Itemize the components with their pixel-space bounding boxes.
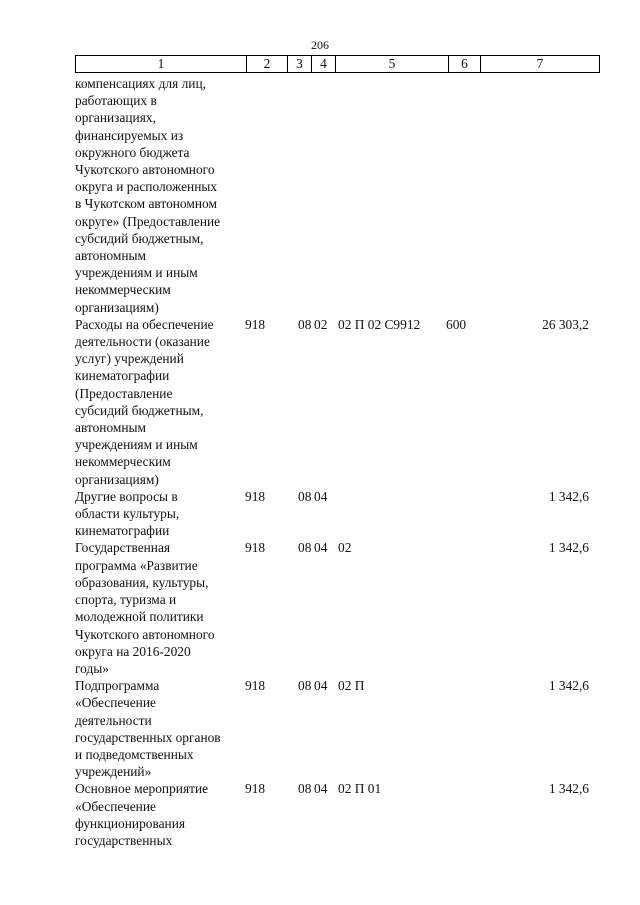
column-header-7: 7 [481, 56, 600, 73]
row-name: Подпрограмма «Обеспечение деятельности государственных органов и подведомственных учреждений» [75, 678, 221, 780]
row-name: Основное мероприятие «Обеспечение функционирования государственных [75, 781, 209, 848]
row-target-article: 02 П [338, 678, 365, 694]
row-expense-type [446, 780, 477, 849]
row-target-article: 02 [338, 540, 352, 556]
row-amount: 1 342,6 [548, 678, 589, 694]
row-section: 08 [298, 488, 312, 504]
row-amount: 1 342,6 [548, 488, 589, 504]
column-header-1: 1 [76, 56, 247, 73]
column-header-table [75, 55, 600, 73]
row-expense-type: 600 [446, 316, 467, 332]
table-row [75, 539, 589, 677]
row-grbs: 918 [245, 540, 266, 556]
row-section: 08 [298, 781, 312, 797]
row-grbs: 918 [245, 488, 266, 504]
row-amount [477, 75, 589, 316]
row-name: Другие вопросы в области культуры, кинематографии [75, 488, 180, 539]
row-amount: 1 342,6 [548, 540, 589, 556]
row-target-article [334, 488, 446, 540]
table-row [75, 75, 589, 316]
row-section: 08 [298, 678, 312, 694]
table-row [75, 488, 589, 540]
row-section: 08 [298, 540, 312, 556]
row-target-article [334, 75, 446, 316]
column-header-6: 6 [449, 56, 481, 73]
table-row [75, 677, 589, 780]
table-row [75, 780, 589, 849]
row-subsection: 04 [314, 540, 328, 556]
table-row [75, 316, 589, 488]
row-grbs: 918 [245, 781, 266, 797]
row-subsection: 02 [314, 316, 328, 332]
row-amount: 1 342,6 [548, 781, 589, 797]
row-amount: 26 303,2 [542, 316, 589, 332]
column-header-2: 2 [247, 56, 288, 73]
row-subsection: 04 [314, 781, 328, 797]
row-grbs: 918 [245, 678, 266, 694]
column-header-row [76, 56, 600, 73]
page-number: 206 [311, 38, 329, 52]
row-subsection: 04 [314, 488, 328, 504]
row-subsection: 04 [314, 678, 328, 694]
row-section: 08 [298, 316, 312, 332]
row-expense-type [446, 488, 477, 540]
row-expense-type [446, 539, 477, 677]
column-header-4: 4 [312, 56, 336, 73]
row-expense-type [446, 75, 477, 316]
budget-table [75, 75, 589, 849]
column-header-3: 3 [288, 56, 312, 73]
row-section [285, 75, 314, 316]
row-target-article: 02 П 02 С9912 [338, 316, 421, 332]
row-name: Расходы на обеспечение деятельности (оказание услуг) учреждений кинематографии (Предоставление субсидий бюджетным, автономным учреждениям и иным некоммерческим организациям) [75, 316, 214, 487]
row-grbs [245, 75, 285, 316]
row-target-article: 02 П 01 [338, 781, 382, 797]
row-expense-type [446, 677, 477, 780]
row-name: Государственная программа «Развитие образования, культуры, спорта, туризма и молодежной политики Чукотского автономного округа на 2016-2020 годы» [75, 540, 215, 676]
row-subsection [314, 75, 334, 316]
column-header-5: 5 [336, 56, 449, 73]
row-grbs: 918 [245, 316, 266, 332]
row-name: компенсациях для лиц, работающих в организациях, финансируемых из окружного бюджета Чукотского автономного округа и расположенных в Чукотском автономном округе» (Предоставление субсидий бюджетным, автономным учреждениям и иным некоммерческим организациям) [75, 76, 221, 315]
